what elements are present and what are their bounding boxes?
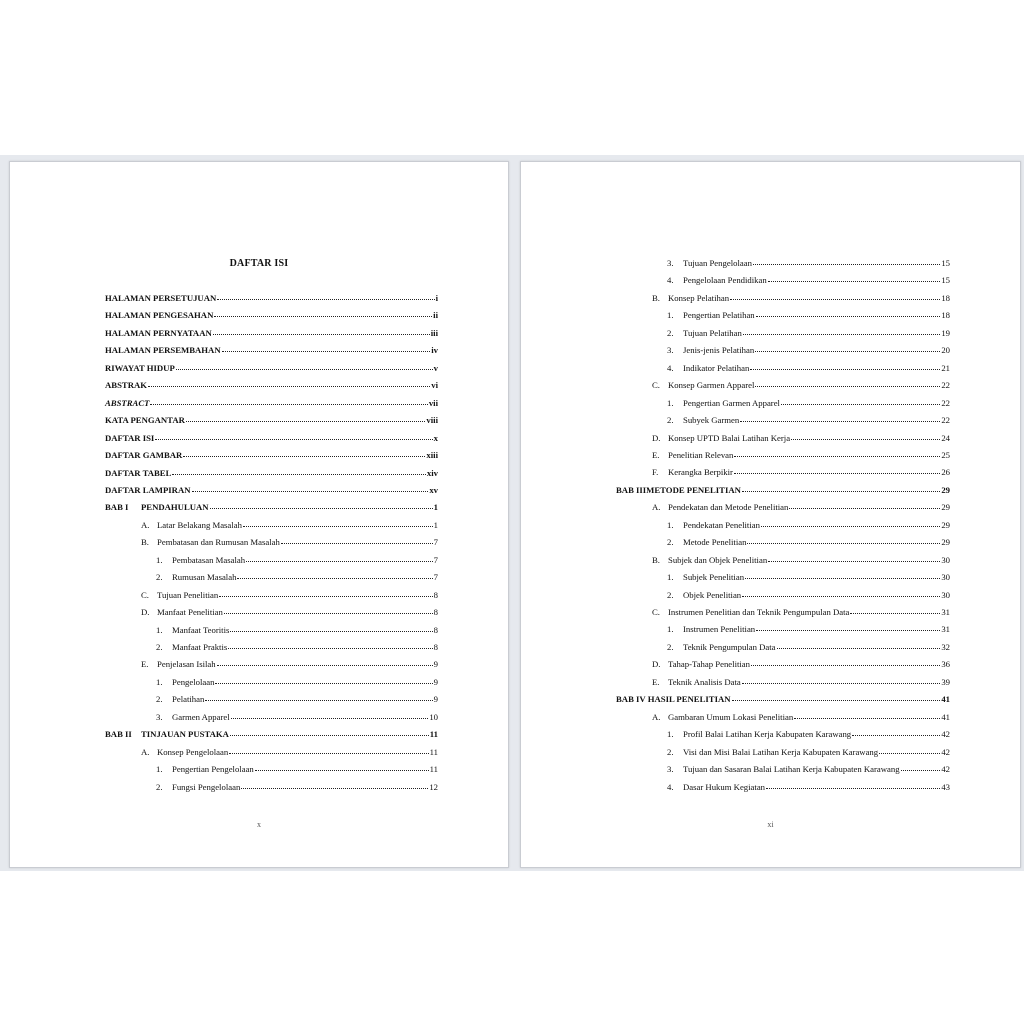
toc-entry	[667, 396, 950, 409]
toc-entry-page: 36	[941, 659, 950, 670]
toc-entry-page: 29	[941, 537, 950, 548]
toc-entry-number: 1.	[156, 624, 163, 635]
toc-leader-dots	[768, 272, 941, 282]
toc-leader-dots	[756, 621, 940, 631]
toc-entry-page: xv	[429, 484, 438, 495]
toc-entry-page: 9	[433, 694, 438, 705]
toc-leader-dots	[183, 447, 425, 457]
toc-entry-number: 4.	[667, 275, 674, 286]
toc-leader-dots	[740, 412, 940, 422]
toc-leader-dots	[794, 709, 940, 719]
toc-entry-label: DAFTAR ISI	[105, 432, 155, 443]
toc-entry-page: 29	[941, 502, 950, 513]
toc-entry-number: B.	[141, 537, 149, 548]
page-number: x	[257, 820, 261, 829]
toc-entry	[156, 692, 438, 705]
toc-entry-number: 3.	[156, 711, 163, 722]
toc-entry	[105, 361, 438, 374]
toc-entry-number: 1.	[156, 764, 163, 775]
toc-entry-label: Pembatasan dan Rumusan Masalah	[157, 537, 280, 548]
toc-entry	[667, 535, 950, 548]
toc-entry	[105, 378, 438, 391]
toc-entry-page: 7	[433, 537, 438, 548]
toc-entry-number: D.	[652, 432, 661, 443]
toc-entry-label: Konsep Pengelolaan	[157, 746, 229, 757]
toc-entry-label: HALAMAN PENGESAHAN	[105, 310, 214, 321]
toc-entry-label: Penelitian Relevan	[668, 449, 734, 460]
toc-entry-label: Pelatihan	[172, 694, 205, 705]
toc-entry-label: Fungsi Pengelolaan	[172, 781, 241, 792]
toc-entry-page: 39	[941, 676, 950, 687]
toc-entry-number: 3.	[667, 258, 674, 268]
toc-entry-number: D.	[652, 659, 661, 670]
toc-entry-number: 2.	[667, 641, 674, 652]
toc-leader-dots	[789, 499, 940, 509]
toc-leader-dots	[214, 307, 432, 317]
toc-leader-dots	[766, 779, 940, 789]
toc-entry-label: Tujuan Pengelolaan	[683, 258, 752, 268]
toc-leader-dots	[229, 744, 428, 754]
toc-entry-label: Instrumen Penelitian	[683, 624, 756, 635]
toc-entry	[105, 431, 438, 444]
page-number: xi	[767, 820, 774, 829]
toc-entry-label: HALAMAN PERSEMBAHAN	[105, 345, 221, 356]
toc-entry-number: 2.	[667, 589, 674, 600]
toc-entry-page: vii	[428, 397, 438, 408]
toc-entry	[105, 308, 438, 321]
toc-leader-dots	[228, 639, 432, 649]
toc-leader-dots	[241, 779, 428, 789]
toc-entry-page: 15	[941, 258, 950, 268]
toc-leader-dots	[231, 709, 429, 719]
toc-entry	[667, 256, 950, 269]
toc-entry-label: BAB IIIMETODE PENELITIAN	[616, 484, 741, 495]
toc-entry-page: 11	[429, 764, 438, 775]
toc-entry-label: DAFTAR GAMBAR	[105, 450, 183, 461]
toc-entry-number: E.	[652, 449, 660, 460]
toc-leader-dots	[243, 517, 433, 527]
toc-entry-number: 2.	[667, 415, 674, 426]
toc-entry-label: RIWAYAT HIDUP	[105, 362, 175, 373]
toc-entry-label: Subyek Garmen	[683, 415, 740, 426]
toc-entry-page: 19	[941, 327, 950, 338]
toc-leader-dots	[777, 639, 941, 649]
toc-leader-dots	[734, 464, 940, 474]
toc-entry-number: E.	[652, 676, 660, 687]
toc-entry	[616, 483, 950, 496]
toc-leader-dots	[148, 377, 430, 387]
toc-entry-page: xiii	[426, 450, 438, 461]
toc-entry-page: 9	[433, 659, 438, 670]
toc-leader-dots	[791, 430, 940, 440]
toc-entry	[105, 483, 438, 496]
toc-leader-dots	[176, 360, 433, 370]
toc-entry-page: 8	[433, 589, 438, 600]
toc-leader-dots	[751, 656, 940, 666]
toc-entry-label: TINJAUAN PUSTAKA	[141, 729, 229, 740]
toc-entry-page: 8	[433, 624, 438, 635]
toc-entry-label: Pengertian Pelatihan	[683, 310, 755, 321]
toc-entry	[667, 361, 950, 374]
toc-entry-label: Konsep Garmen Apparel	[668, 380, 755, 391]
toc-entry-page: iii	[430, 327, 438, 338]
toc-entry-number: A.	[141, 746, 150, 757]
toc-leader-dots	[734, 447, 940, 457]
toc-entry	[156, 780, 438, 793]
toc-leader-dots	[742, 587, 940, 597]
toc-entry	[667, 308, 950, 321]
toc-entry-page: 31	[941, 624, 950, 635]
toc-entry-label: Latar Belakang Masalah	[157, 519, 242, 530]
toc-entry	[667, 745, 950, 758]
toc-entry-page: 21	[941, 362, 950, 373]
toc-entry	[652, 710, 950, 723]
toc-entry-page: 8	[433, 642, 438, 652]
toc-entry-label: ABSTRACT	[105, 397, 150, 408]
toc-entry-label: Konsep UPTD Balai Latihan Kerja	[668, 432, 791, 443]
toc-leader-dots	[768, 552, 940, 562]
toc-entry	[667, 273, 950, 286]
toc-entry-page: 41	[941, 711, 950, 722]
toc-entry-page: 1	[433, 519, 438, 530]
toc-entry-number: A.	[141, 519, 150, 530]
toc-entry-page: 11	[429, 729, 438, 740]
toc-leader-dots	[222, 342, 431, 352]
toc-entry	[667, 727, 950, 740]
toc-leader-dots	[230, 622, 432, 632]
toc-entry-label: Indikator Pelatihan	[683, 362, 750, 373]
toc-entry	[141, 518, 438, 531]
toc-entry-page: 12	[429, 781, 438, 792]
toc-entry-page: 42	[941, 764, 950, 775]
toc-entry-page: x	[433, 432, 438, 443]
toc-leader-dots	[753, 255, 940, 265]
toc-entry-label: ABSTRAK	[105, 380, 147, 391]
toc-entry	[105, 291, 438, 304]
toc-leader-dots	[781, 395, 940, 405]
toc-leader-dots	[732, 691, 941, 701]
toc-entry	[667, 622, 950, 635]
toc-leader-dots	[756, 307, 941, 317]
toc-entry-label: DAFTAR TABEL	[105, 467, 172, 478]
toc-entry	[141, 535, 438, 548]
toc-entry-number: 1.	[667, 624, 674, 635]
toc-entry-page: 18	[941, 310, 950, 321]
toc-entry	[667, 413, 950, 426]
toc-entry-label: Subjek Penelitian	[683, 572, 745, 583]
toc-entry-page: 29	[941, 519, 950, 530]
toc-entry-number: B.	[652, 292, 660, 303]
toc-leader-dots	[246, 552, 433, 562]
toc-entry-label: Tahap-Tahap Penelitian	[668, 659, 751, 670]
toc-entry-number: 3.	[667, 764, 674, 775]
toc-entry	[156, 710, 438, 723]
toc-entry-label: Gambaran Umum Lokasi Penelitian	[668, 711, 794, 722]
toc-entry-label: Pengelolaan Pendidikan	[683, 275, 767, 286]
toc-entry-number: C.	[652, 380, 660, 391]
toc-entry-page: 10	[429, 711, 438, 722]
toc-entry-number: B.	[652, 554, 660, 565]
toc-entry-number: 1.	[667, 729, 674, 740]
toc-leader-dots	[850, 604, 940, 614]
toc-entry-label: Manfaat Teoritis	[172, 624, 230, 635]
toc-entry-page: 30	[941, 572, 950, 583]
toc-entry-page: 30	[941, 554, 950, 565]
toc-entry	[156, 553, 438, 566]
toc-entry-page: 22	[941, 380, 950, 391]
toc-entry-number: A.	[652, 711, 661, 722]
toc-entry-label: Penjelasan Isilah	[157, 659, 216, 670]
toc-entry-number: E.	[141, 659, 149, 670]
toc-entry-page: 32	[941, 641, 950, 652]
toc-entry-page: 7	[433, 572, 438, 583]
toc-leader-dots	[186, 412, 426, 422]
toc-entry	[156, 640, 438, 653]
toc-entry	[105, 448, 438, 461]
toc-entry-page: 30	[941, 589, 950, 600]
toc-leader-dots	[210, 499, 433, 509]
toc-entry	[652, 657, 950, 670]
toc-leader-dots	[224, 604, 433, 614]
toc-entry-page: 43	[941, 781, 950, 792]
toc-entry-label: Pembatasan Masalah	[172, 554, 246, 565]
toc-entry-label: Objek Penelitian	[683, 589, 742, 600]
toc-entry-number: 2.	[156, 694, 163, 705]
toc-entry	[105, 500, 438, 513]
toc-entry-page: 22	[941, 415, 950, 426]
toc-entry-page: 15	[941, 275, 950, 286]
toc-entry-number: BAB I	[105, 502, 129, 513]
toc-entry-label: HALAMAN PERNYATAAN	[105, 327, 212, 338]
toc-entry	[652, 431, 950, 444]
toc-entry-number: BAB II	[105, 729, 132, 740]
toc-entry-label: Dasar Hukum Kegiatan	[683, 781, 766, 792]
toc-entry-page: iv	[431, 345, 438, 356]
toc-entry-label: Subjek dan Objek Penelitian	[668, 554, 768, 565]
toc-leader-dots	[747, 534, 940, 544]
toc-entry-page: 26	[941, 467, 950, 478]
toc-entry-page: 8	[433, 607, 438, 618]
toc-entry-number: 2.	[156, 642, 163, 652]
toc-entry	[652, 553, 950, 566]
toc-entry-page: 20	[941, 345, 950, 356]
toc-entry-number: 2.	[667, 327, 674, 338]
toc-entry	[667, 780, 950, 793]
toc-leader-dots	[219, 587, 432, 597]
toc-entry	[652, 291, 950, 304]
toc-leader-dots	[237, 569, 432, 579]
toc-entry-label: Visi dan Misi Balai Latihan Kerja Kabupaten Karawang	[683, 746, 879, 757]
toc-entry-page: 29	[941, 484, 950, 495]
toc-entry-number: 1.	[667, 310, 674, 321]
toc-entry	[652, 448, 950, 461]
toc-entry	[667, 518, 950, 531]
toc-entry	[667, 326, 950, 339]
toc-entry-number: A.	[652, 502, 661, 513]
toc-leader-dots	[901, 761, 941, 771]
toc-entry-page: 11	[429, 746, 438, 757]
toc-entry-page: 25	[941, 449, 950, 460]
toc-entry-label: HALAMAN PERSETUJUAN	[105, 293, 217, 303]
toc-entry	[667, 762, 950, 775]
toc-entry-label: Profil Balai Latihan Kerja Kabupaten Karawang	[683, 729, 852, 740]
toc-entry-page: 24	[941, 432, 950, 443]
toc-entry-page: 42	[941, 729, 950, 740]
toc-leader-dots	[213, 325, 430, 335]
toc-leader-dots	[172, 465, 426, 475]
toc-leader-dots	[852, 726, 940, 736]
toc-entry	[105, 413, 438, 426]
toc-entry-label: Manfaat Penelitian	[157, 607, 223, 618]
toc-entry-label: Pengelolaan	[172, 676, 215, 687]
toc-entry-number: 1.	[667, 397, 674, 408]
toc-entry	[667, 640, 950, 653]
toc-entry	[652, 378, 950, 391]
toc-entry-label: DAFTAR LAMPIRAN	[105, 484, 191, 495]
toc-leader-dots	[745, 569, 940, 579]
toc-entry-page: 42	[941, 746, 950, 757]
toc-entry	[156, 762, 438, 775]
toc-entry-label: Pengertian Pengelolaan	[172, 764, 254, 775]
toc-entry-label: Teknik Analisis Data	[668, 676, 741, 687]
toc-leader-dots	[155, 430, 432, 440]
toc-entry-page: i	[435, 293, 438, 303]
toc-entry	[156, 623, 438, 636]
toc-entry	[105, 727, 438, 740]
toc-leader-dots	[742, 674, 941, 684]
toc-leader-dots	[230, 726, 429, 736]
toc-entry-label: Pendekatan dan Metode Penelitian	[668, 502, 789, 513]
toc-entry-number: C.	[141, 589, 149, 600]
toc-entry	[652, 675, 950, 688]
toc-entry	[652, 465, 950, 478]
toc-entry-label: Metode Penelitian	[683, 537, 747, 548]
toc-leader-dots	[750, 360, 940, 370]
toc-entry-page: 22	[941, 397, 950, 408]
toc-entry-label: Rumusan Masalah	[172, 572, 237, 583]
toc-entry-page: 7	[433, 554, 438, 565]
toc-entry-number: D.	[141, 607, 150, 618]
toc-entry-number: 1.	[156, 676, 163, 687]
toc-leader-dots	[743, 325, 941, 335]
toc-entry	[105, 396, 438, 409]
toc-entry-number: 3.	[667, 345, 674, 356]
toc-entry-label: Instrumen Penelitian dan Teknik Pengumpulan Data	[668, 607, 850, 617]
toc-entry-label: Tujuan Pelatihan	[683, 327, 742, 338]
toc-entry-number: 2.	[156, 781, 163, 792]
toc-entry-number: 1.	[156, 554, 163, 565]
toc-entry-number: 1.	[667, 572, 674, 583]
toc-entry-page: 31	[941, 607, 950, 617]
toc-entry-label: Konsep Pelatihan	[668, 292, 730, 303]
toc-entry-page: 1	[433, 502, 438, 513]
toc-leader-dots	[742, 482, 940, 492]
toc-entry	[667, 343, 950, 356]
toc-leader-dots	[879, 744, 940, 754]
toc-entry-label: Garmen Apparel	[172, 711, 230, 722]
toc-entry	[667, 588, 950, 601]
toc-entry	[141, 588, 438, 601]
toc-entry-page: vi	[431, 380, 438, 391]
toc-entry-number: C.	[652, 607, 660, 617]
toc-entry	[141, 605, 438, 618]
toc-leader-dots	[217, 290, 434, 300]
toc-leader-dots	[215, 674, 432, 684]
toc-entry	[105, 466, 438, 479]
toc-entry-page: ii	[433, 310, 438, 321]
toc-entry-label: Tujuan dan Sasaran Balai Latihan Kerja Kabupaten Karawang	[683, 764, 900, 775]
toc-entry-page: viii	[426, 415, 438, 426]
toc-entry-number: 2.	[667, 746, 674, 757]
toc-leader-dots	[755, 342, 940, 352]
toc-entry	[667, 570, 950, 583]
toc-leader-dots	[761, 517, 940, 527]
toc-entry	[156, 675, 438, 688]
toc-entry	[105, 326, 438, 339]
toc-entry-number: 4.	[667, 362, 674, 373]
toc-entry	[141, 657, 438, 670]
toc-leader-dots	[205, 691, 432, 701]
toc-leader-dots	[281, 534, 433, 544]
toc-entry-number: 4.	[667, 781, 674, 792]
toc-entry-label: BAB IV HASIL PENELITIAN	[616, 694, 731, 705]
toc-entry-page: 9	[433, 676, 438, 687]
toc-entry-number: F.	[652, 467, 659, 478]
toc-leader-dots	[217, 656, 433, 666]
toc-entry	[652, 500, 950, 513]
toc-entry	[616, 692, 950, 705]
toc-entry-page: v	[433, 362, 438, 373]
toc-entry	[141, 745, 438, 758]
toc-leader-dots	[192, 482, 429, 492]
toc-entry-label: Pendekatan Penelitian	[683, 519, 760, 530]
toc-entry	[652, 605, 950, 618]
toc-entry-page: 18	[941, 292, 950, 303]
toc-entry-number: 2.	[667, 537, 674, 548]
toc-entry	[156, 570, 438, 583]
toc-entry-label: Pengertian Garmen Apparel	[683, 397, 780, 408]
toc-entry	[105, 343, 438, 356]
toc-leader-dots	[730, 290, 940, 300]
toc-leader-dots	[255, 761, 429, 771]
toc-entry-number: 2.	[156, 572, 163, 583]
toc-entry-label: PENDAHULUAN	[141, 502, 209, 513]
toc-leader-dots	[755, 377, 940, 387]
toc-entry-label: Tujuan Penelitian	[157, 589, 219, 600]
document-page-right[interactable]	[520, 161, 1021, 868]
toc-entry-number: 1.	[667, 519, 674, 530]
toc-entry-label: Manfaat Praktis	[172, 642, 228, 652]
page-title: DAFTAR ISI	[229, 258, 289, 269]
toc-entry-label: Kerangka Berpikir	[668, 467, 733, 478]
toc-entry-page: 41	[941, 694, 950, 705]
toc-entry-label: KATA PENGANTAR	[105, 415, 185, 426]
toc-leader-dots	[150, 395, 427, 405]
toc-entry-page: xiv	[426, 467, 438, 478]
toc-entry-label: Jenis-jenis Pelatihan	[683, 345, 755, 356]
toc-entry-label: Teknik Pengumpulan Data	[683, 641, 776, 652]
document-page-left[interactable]	[9, 161, 509, 868]
